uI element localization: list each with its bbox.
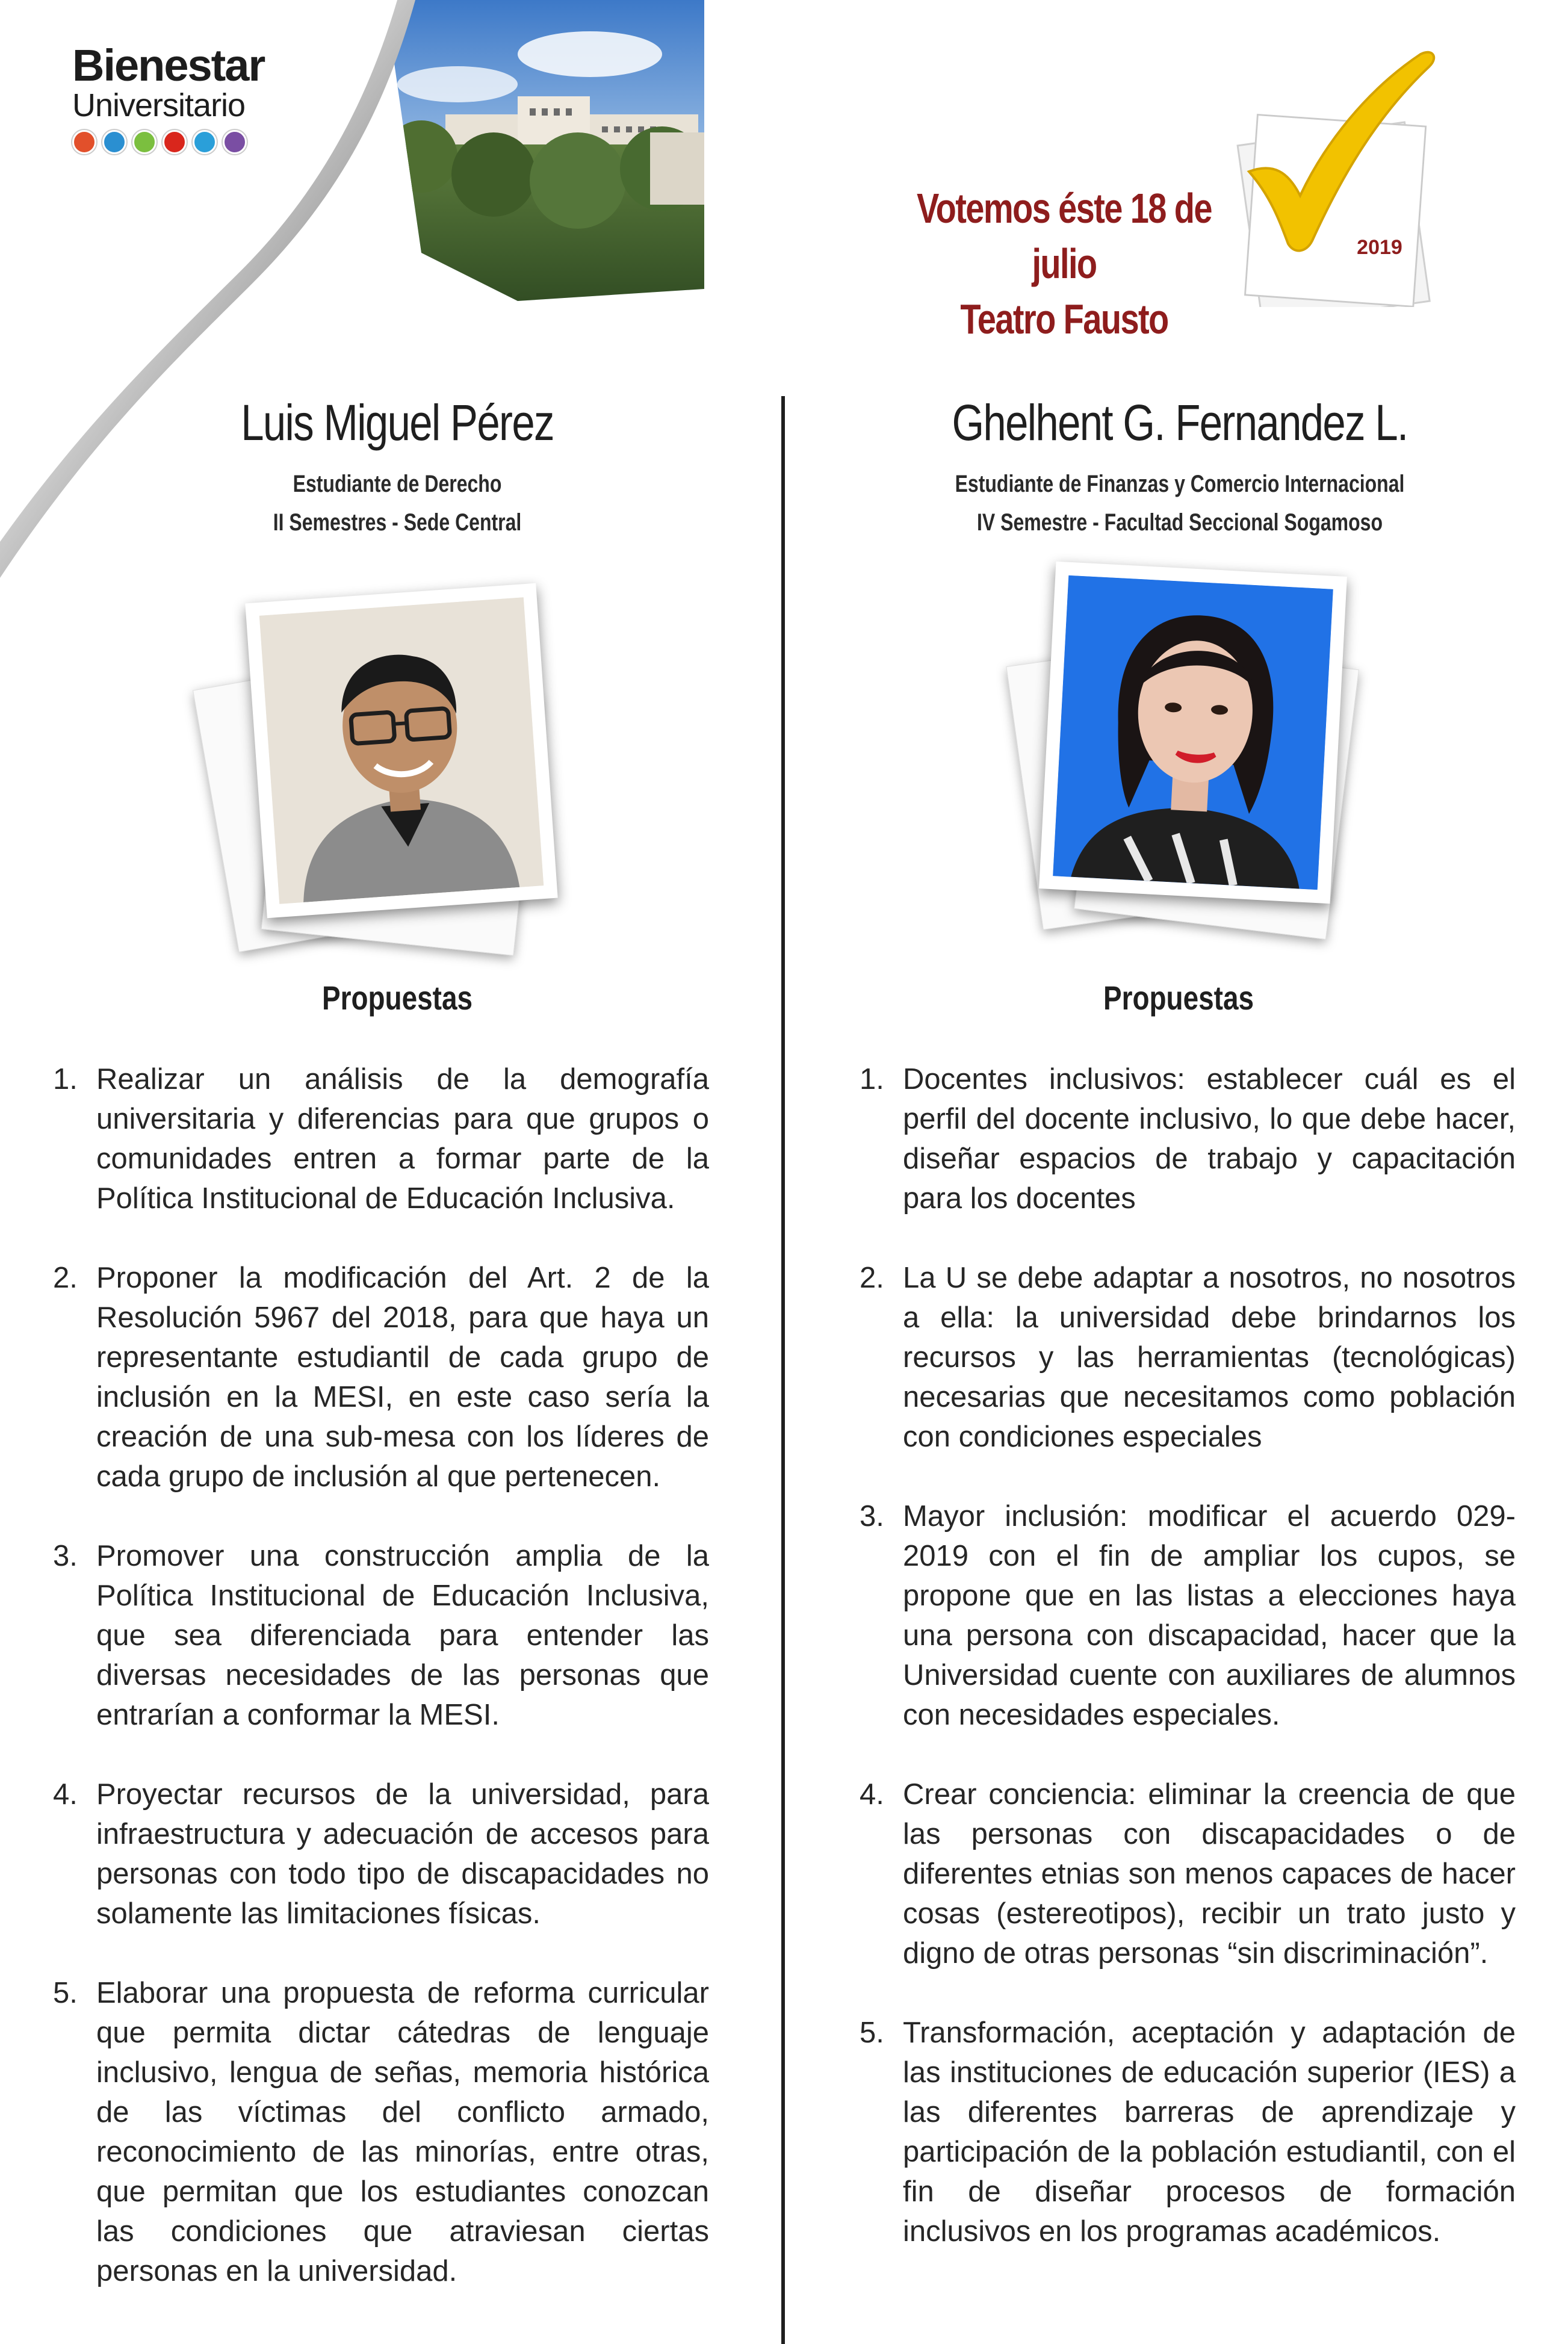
list-item bbox=[53, 1059, 709, 1218]
item-text: Docentes inclusivos: establecer cuál es el perfil del docente inclusivo, lo que debe hacer, diseñar espacios de trabajo y capacitación para los docentes bbox=[903, 1063, 1516, 1215]
item-text: Proyectar recursos de la universidad, para infraestructura y adecuación de accesos para personas con todo tipo de discapacidades no solamente las limitaciones físicas. bbox=[96, 1778, 709, 1930]
vote-check-icon bbox=[1222, 42, 1451, 307]
culture-icon bbox=[223, 130, 247, 154]
item-number: 1. bbox=[53, 1063, 78, 1096]
list-item bbox=[53, 1775, 709, 1933]
item-text: Mayor inclusión: modificar el acuerdo 029-2019 con el fin de ampliar los cupos, se propone que en las listas a elecciones haya una persona con discapacidad, hacer que la Universidad cuente con auxiliares de alumnos con necesidades especiales. bbox=[903, 1500, 1516, 1731]
item-number: 1. bbox=[860, 1063, 884, 1096]
portrait-man bbox=[259, 597, 544, 904]
proposals-list-left bbox=[53, 1059, 709, 2331]
item-text: Promover una construcción amplia de la Política Institucional de Educación Inclusiva, que sea diferenciada para entender las diversas necesidades de las personas que entrarían a conformar la MESI. bbox=[96, 1540, 709, 1731]
candidate-program: Estudiante de Finanzas y Comercio Internacional bbox=[955, 471, 1405, 497]
list-item bbox=[860, 1496, 1516, 1735]
item-text: Transformación, aceptación y adaptación de las instituciones de educación superior (IES) a las diferentes barreras de aprendizaje y participación de la población estudiantil, con el fin de diseñar procesos de formación inclusivos en los programas académicos. bbox=[903, 2017, 1516, 2248]
candidate-left bbox=[78, 394, 716, 542]
candidate-name: Luis Miguel Pérez bbox=[241, 394, 554, 451]
logo-title: Bienestar bbox=[72, 40, 265, 90]
candidate-left-photo-stack bbox=[202, 593, 563, 966]
candidate-name: Ghelhent G. Fernandez L. bbox=[952, 394, 1408, 451]
vote-date: Votemos éste 18 de julio bbox=[917, 185, 1212, 287]
candidate-right-photo bbox=[1039, 562, 1347, 904]
proposals-list-right bbox=[860, 1059, 1516, 2291]
candidate-right bbox=[861, 394, 1499, 542]
development-icon bbox=[163, 130, 187, 154]
column-divider bbox=[781, 396, 785, 2344]
candidate-program: Estudiante de Derecho bbox=[293, 471, 502, 497]
proposals-title-left: Propuestas bbox=[321, 979, 473, 1017]
item-number: 3. bbox=[53, 1540, 78, 1572]
candidate-right-photo-stack bbox=[999, 569, 1360, 942]
health-icon bbox=[102, 130, 126, 154]
item-number: 3. bbox=[860, 1500, 884, 1533]
vote-place: Teatro Fausto bbox=[960, 296, 1168, 343]
item-number: 4. bbox=[53, 1778, 78, 1811]
list-item bbox=[860, 1059, 1516, 1218]
logo-icon-row bbox=[72, 130, 253, 154]
item-text: La U se debe adaptar a nosotros, no nosotros a ella: la universidad debe brindarnos los recursos y las herramientas (tecnológicas) necesarias que necesitamos como población con condiciones especiales bbox=[903, 1262, 1516, 1453]
item-number: 5. bbox=[53, 1977, 78, 2009]
candidate-left-photo bbox=[245, 583, 557, 918]
item-text: Elaborar una propuesta de reforma curricular que permita dictar cátedras de lenguaje inclusivo, lengua de señas, memoria histórica de las víctimas del conflicto armado, reconocimiento de las minorías, entre otras, que permitan que los estudiantes conozcan las condiciones que atraviesan ciertas personas en la universidad. bbox=[96, 1977, 709, 2287]
logo-subtitle: Universitario bbox=[72, 87, 246, 123]
item-number: 5. bbox=[860, 2017, 884, 2049]
activity-icon bbox=[72, 130, 96, 154]
list-item bbox=[53, 1258, 709, 1496]
list-item bbox=[860, 2013, 1516, 2251]
item-text: Proponer la modificación del Art. 2 de la Resolución 5967 del 2018, para que haya un representante estudiantil de cada grupo de inclusión en la MESI, en este caso sería la creación de una sub-mesa con los líderes de cada grupo de inclusión al que pertenecen. bbox=[96, 1262, 709, 1493]
portrait-woman bbox=[1053, 575, 1333, 890]
candidate-semester: II Semestres - Sede Central bbox=[273, 509, 522, 536]
list-item bbox=[860, 1258, 1516, 1457]
social-icon bbox=[132, 130, 156, 154]
vote-year: 2019 bbox=[1357, 236, 1402, 259]
item-text: Crear conciencia: eliminar la creencia de que las personas con discapacidades o de diferentes etnias son menos capaces de hacer cosas (estereotipos), recibir un trato justo y digno de otras personas “sin discriminación”. bbox=[903, 1778, 1516, 1970]
list-item bbox=[53, 1536, 709, 1735]
candidate-semester: IV Semestre - Facultad Seccional Sogamoso bbox=[977, 509, 1383, 536]
list-item bbox=[53, 1973, 709, 2291]
vote-banner bbox=[915, 181, 1213, 347]
proposals-title-right: Propuestas bbox=[1103, 979, 1254, 1017]
item-number: 2. bbox=[860, 1262, 884, 1294]
sports-icon bbox=[193, 130, 217, 154]
list-item bbox=[860, 1775, 1516, 1973]
item-number: 2. bbox=[53, 1262, 78, 1294]
item-text: Realizar un análisis de la demografía universitaria y diferencias para que grupos o comunidades entren a formar parte de la Política Institucional de Educación Inclusiva. bbox=[96, 1063, 709, 1215]
bienestar-logo bbox=[72, 40, 265, 154]
item-number: 4. bbox=[860, 1778, 884, 1811]
